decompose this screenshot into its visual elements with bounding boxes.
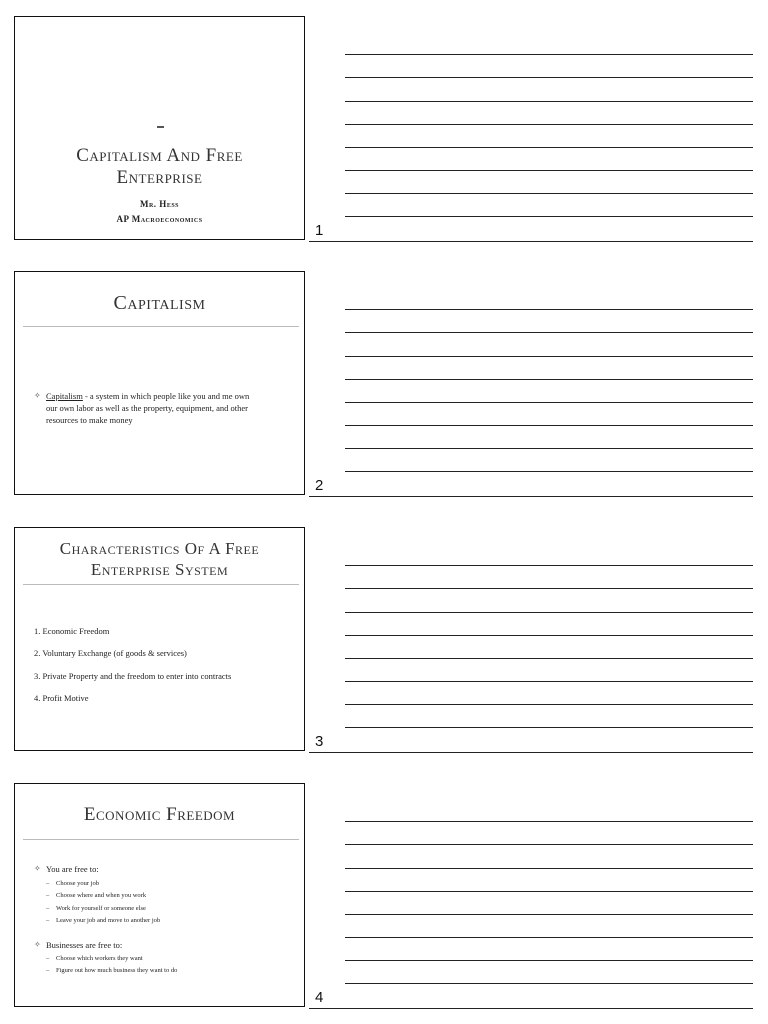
sub-item (46, 966, 296, 976)
slide-1-course: AP Macroeconomics (116, 214, 203, 224)
note-line (345, 54, 753, 55)
sub-item (46, 954, 296, 964)
dash-icon: – (46, 955, 50, 962)
title-rule (23, 839, 299, 840)
sub-item (46, 904, 296, 914)
note-line (345, 193, 753, 194)
note-line (345, 612, 753, 613)
sub-item-text: Choose your job (56, 880, 99, 887)
divider (309, 752, 753, 753)
slide-4-group-2-label (34, 939, 296, 951)
note-line (345, 891, 753, 892)
slide-1-title-line-1: Capitalism And Free (76, 145, 243, 166)
definition-line-2: our own labor as well as the property, equipment, and other (46, 403, 248, 413)
sub-item (46, 891, 296, 901)
dash-icon: – (46, 880, 50, 887)
slide-3-item: 3. Private Property and the freedom to enter into contracts (34, 671, 232, 681)
slide-row-2 (0, 271, 768, 501)
slide-thumbnail-2 (14, 271, 305, 495)
note-line (345, 216, 753, 217)
dash-icon: – (46, 967, 50, 974)
note-line (345, 379, 753, 380)
note-line (345, 588, 753, 589)
note-line (345, 332, 753, 333)
dash-icon: – (46, 905, 50, 912)
slide-1-title-line-2: Enterprise (116, 167, 203, 188)
title-rule (23, 326, 299, 327)
note-line (345, 937, 753, 938)
note-line (345, 101, 753, 102)
note-line (345, 635, 753, 636)
note-line (345, 147, 753, 148)
bullet-icon: ✧ (34, 864, 41, 873)
divider (309, 1008, 753, 1009)
note-line (345, 844, 753, 845)
bullet-icon: ✧ (34, 940, 41, 949)
note-line (345, 868, 753, 869)
decorative-mark (157, 126, 164, 128)
sub-item-text: Work for yourself or someone else (56, 905, 146, 912)
slide-row-1 (0, 16, 768, 246)
slide-thumbnail-4 (14, 783, 305, 1007)
slide-3-item: 2. Voluntary Exchange (of goods & services) (34, 648, 187, 658)
note-line (345, 425, 753, 426)
note-line (345, 727, 753, 728)
slide-2-title: Capitalism (113, 292, 206, 314)
note-line (345, 170, 753, 171)
note-line (345, 821, 753, 822)
slide-number: 4 (315, 989, 324, 1006)
note-line (345, 402, 753, 403)
slide-thumbnail-3 (14, 527, 305, 751)
group-label: Businesses are free to: (46, 940, 123, 950)
slide-number: 3 (315, 733, 324, 750)
note-line (345, 658, 753, 659)
note-line (345, 356, 753, 357)
slide-number: 1 (315, 222, 324, 239)
slide-3-item: 4. Profit Motive (34, 693, 89, 703)
definition-line-1: - a system in which people like you and me own (82, 391, 250, 401)
slide-3-title-line-1: Characteristics Of A Free (59, 539, 260, 558)
slide-row-3 (0, 527, 768, 757)
note-line (345, 960, 753, 961)
sub-item (46, 916, 296, 926)
sub-item-text: Choose where and when you work (56, 892, 147, 899)
slide-number: 2 (315, 477, 324, 494)
slide-thumbnail-1 (14, 16, 305, 240)
term: Capitalism (46, 391, 83, 401)
note-line (345, 983, 753, 984)
divider (309, 241, 753, 242)
sub-item-text: Choose which workers they want (56, 955, 143, 962)
slide-3-item: 1. Economic Freedom (34, 626, 110, 636)
note-line (345, 124, 753, 125)
dash-icon: – (46, 917, 50, 924)
slide-3-title-line-2: Enterprise System (90, 560, 229, 579)
slide-row-4 (0, 783, 768, 1013)
note-line (345, 565, 753, 566)
note-line (345, 681, 753, 682)
note-line (345, 448, 753, 449)
definition-line-3: resources to make money (46, 415, 133, 425)
divider (309, 496, 753, 497)
slide-4-title: Economic Freedom (83, 804, 236, 825)
note-line (345, 309, 753, 310)
bullet-icon: ✧ (34, 391, 41, 400)
group-label: You are free to: (46, 864, 99, 874)
note-line (345, 471, 753, 472)
note-line (345, 914, 753, 915)
sub-item (46, 879, 296, 889)
sub-item-text: Leave your job and move to another job (56, 917, 161, 924)
dash-icon: – (46, 892, 50, 899)
note-line (345, 704, 753, 705)
sub-item-text: Figure out how much business they want to do (56, 967, 178, 974)
slide-4-group-1-label (34, 863, 296, 875)
note-line (345, 77, 753, 78)
slide-2-bullet (34, 390, 298, 426)
title-rule (23, 584, 299, 585)
slide-1-author: Mr. Hess (139, 199, 179, 209)
